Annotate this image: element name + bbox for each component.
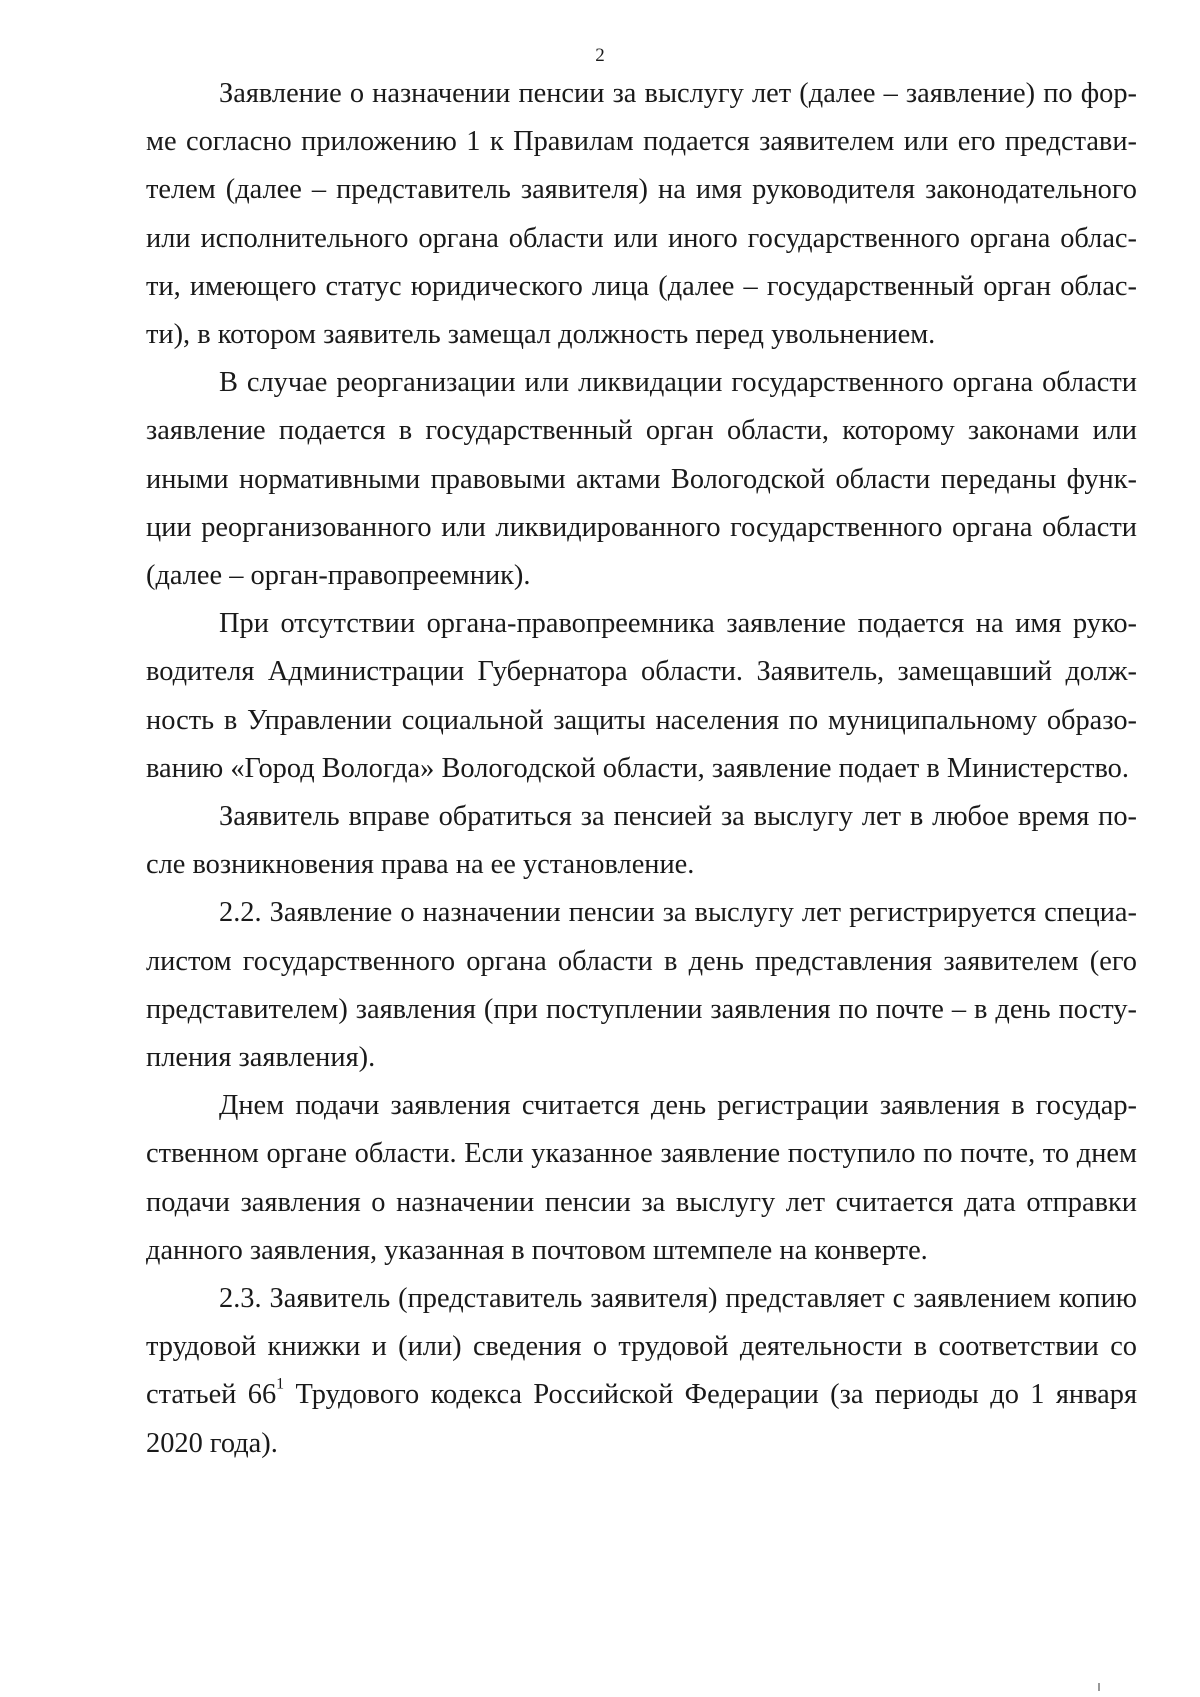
document-body (146, 70, 1137, 1468)
scan-artifact-mark (1098, 1683, 1100, 1691)
work-record-text-end: Трудового кодекса Российской Федерации (за периоды до 1 января 2020 года). (146, 1379, 1138, 1459)
paragraph-reorganization: В случае реорганизации или ликвидации государственного органа области заявление подается в государственный орган области, которому законами или иными нормативными правовыми актами Вологодской области переданы функции реорганизованного или ликвидированного государственного органа области (далее – орган-правопреемник). (146, 367, 1137, 592)
page-number: 2 (595, 45, 605, 66)
paragraph-filing-day: Днем подачи заявления считается день регистрации заявления в государственном органе области. Если указанное заявление поступило по почте, то днем подачи заявления о назначении пенсии за выслугу лет считается дата отправки данного заявления, указанная в почтовом штемпеле на конверте. (146, 1090, 1137, 1266)
work-record-text-start: 2.3. Заявитель (представитель заявителя) представляет с заявлением копию трудовой книжки и (или) сведения о трудовой деятельности в соответствии со статьей 66 (146, 1283, 1137, 1411)
paragraph-registration: 2.2. Заявление о назначении пенсии за выслугу лет регистрируется специалистом государственного органа области в день представления заявителем (его представителем) заявления (при поступлении заявления по почте – в день поступления заявления). (146, 897, 1137, 1074)
paragraph-right-to-apply: Заявитель вправе обратиться за пенсией за выслугу лет в любое время после возникновения права на ее установление. (146, 801, 1137, 881)
article-superscript: 1 (276, 1376, 285, 1394)
paragraph-work-record (146, 1275, 1137, 1468)
paragraph-application-form: Заявление о назначении пенсии за выслугу лет (далее – заявление) по форме согласно приложению 1 к Правилам подается заявителем или его представителем (далее – представитель заявителя) на имя руководителя законодательного или исполнительного органа области или иного государственного органа области, имеющего статус юридического лица (далее – государственный орган области), в котором заявитель замещал должность перед увольнением. (146, 78, 1137, 351)
paragraph-no-successor: При отсутствии органа-правопреемника заявление подается на имя руководителя Администрации Губернатора области. Заявитель, замещавший должность в Управлении социальной защиты населения по муниципальному образованию «Город Вологда» Вологодской области, заявление подает в Министерство. (146, 608, 1137, 784)
